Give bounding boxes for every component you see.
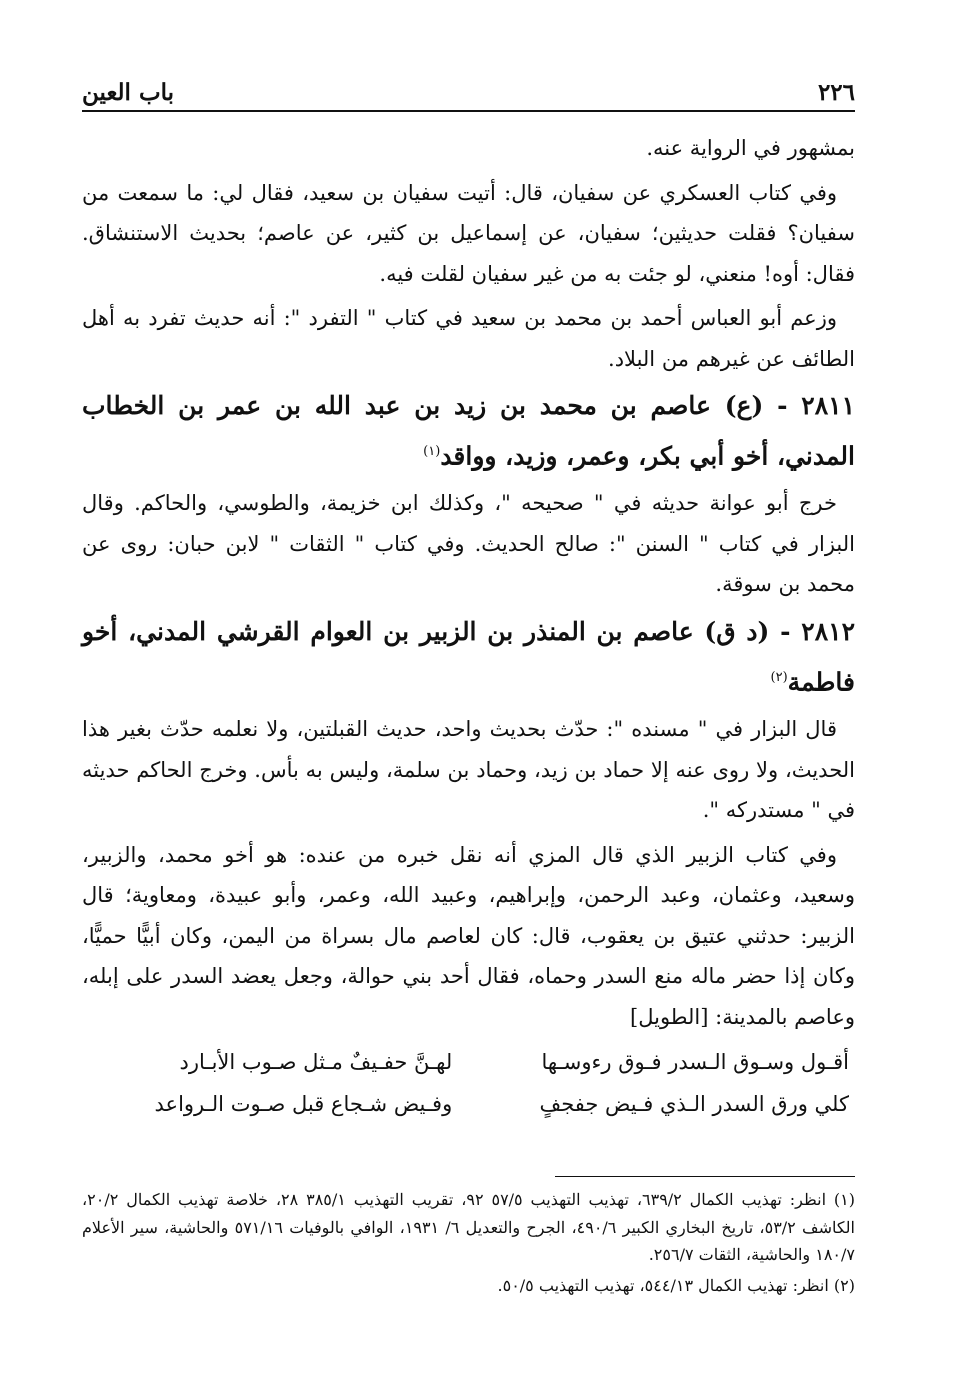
footnote-divider [555, 1176, 855, 1177]
poem-verse [82, 1083, 855, 1125]
footnotes [82, 1186, 855, 1302]
poem-verse [82, 1041, 855, 1083]
footnote-marker: (١) [423, 444, 441, 459]
paragraph: قال البزار في " مسنده ": حدّث بحديث واحد، حديث القبلتين، ولا نعلمه حدّث بغير هذا الحديث، ولا روى عنه إلا حماد بن زيد، وحماد بن سلمة، وليس به بأس. وخرج الحاكم حديثه في " مستدركه ". [82, 717, 855, 823]
entry-title-text: ٢٨١١ - (ع) عاصم بن محمد بن زيد بن عبد الله بن عمر بن الخطاب المدني، أخو أبي بكر، وعمر، وزيد، وواقد [82, 391, 855, 471]
main-text [82, 128, 855, 1125]
chapter-title: باب العين [82, 79, 175, 106]
footnote-1: (١) انظر: تهذيب الكمال ٦٣٩/٢، تهذيب التهذيب ٥٧/٥ ٩٢، تقريب التهذيب ٣٨٥/١ ٢٨، خلاصة تهذيب الكمال ٢٠/٢، الكاشف ٥٣/٢، تاريخ البخاري الكبير ٤٩٠/٦، الجرح والتعديل ٦/ ١٩٣١، الوافي بالوفيات ٥٧١/١٦ والحاشية، سير الأعلام ١٨٠/٧ والحاشية، الثقات ٢٥٦/٧. [82, 1190, 856, 1264]
verse-second-hemistich: وفـيض شـجاع قبل صـوت الـرواعد [154, 1092, 453, 1117]
paragraph: بمشهور في الرواية عنه. [646, 136, 855, 160]
verse-second-hemistich: لهـنَّ حفـيفٌ مـثل صـوب الأبـارد [179, 1050, 453, 1075]
page-header [82, 68, 855, 112]
entry-2811-heading [82, 383, 855, 479]
entry-title-text: ٢٨١٢ - (د ق) عاصم بن المنذر بن الزبير بن العوام القرشي المدني، أخو فاطمة [82, 616, 855, 697]
entry-2812-heading [82, 609, 855, 705]
verse-first-hemistich: كلي ورق السدر الـذي فـيض جفجفٍ [539, 1092, 849, 1117]
verse-first-hemistich: أقـول وسـوق الـسدر فـوق رءوسـها [541, 1050, 849, 1075]
poem [82, 1041, 855, 1125]
page-number: ٢٢٦ [817, 79, 855, 106]
footnote-2: (٢) انظر: تهذيب الكمال ٥٤٤/١٣، تهذيب التهذيب ٥٠/٥. [497, 1275, 855, 1295]
footnote-marker: (٢) [770, 669, 788, 685]
paragraph: خرج أبو عوانة حديثه في " صحيحه "، وكذلك ابن خزيمة، والطوسي، والحاكم. وقال البزار في كتاب " السنن ": صالح الحديث. وفي كتاب " الثقات " لابن حبان: روى عن محمد بن سوقة. [82, 491, 855, 597]
paragraph: وفي كتاب الزبير الذي قال المزي أنه نقل خبره من عنده: هو أخو محمد، والزبير، وسعيد، وعثمان، وعبد الرحمن، وإبراهيم، وعبيد الله، وعمر، وأبو عبيدة، ومعاوية؛ قال الزبير: حدثني عتيق بن يعقوب، قال: كان لعاصم مال بسراة من اليمن، وكان أبيًّا حميًّا، وكان إذا حضر ماله منع السدر وحماه، فقال أحد بني حوالة، وجعل يعضد السدر على إبله، وعاصم بالمدينة: [الطويل] [82, 842, 855, 1029]
paragraph: وزعم أبو العباس أحمد بن محمد بن سعيد في كتاب " التفرد ": أنه حديث تفرد به أهل الطائف عن غيرهم من البلاد. [82, 306, 855, 371]
paragraph: وفي كتاب العسكري عن سفيان، قال: أتيت سفيان بن سعيد، فقال لي: ما سمعت من سفيان؟ فقلت حديثين؛ سفيان، عن إسماعيل بن كثير، عن عاصم؛ بحديث الاستنشاق. فقال: أوه! منعني، لو جئت به من غير سفيان لقلت فيه. [82, 180, 855, 286]
